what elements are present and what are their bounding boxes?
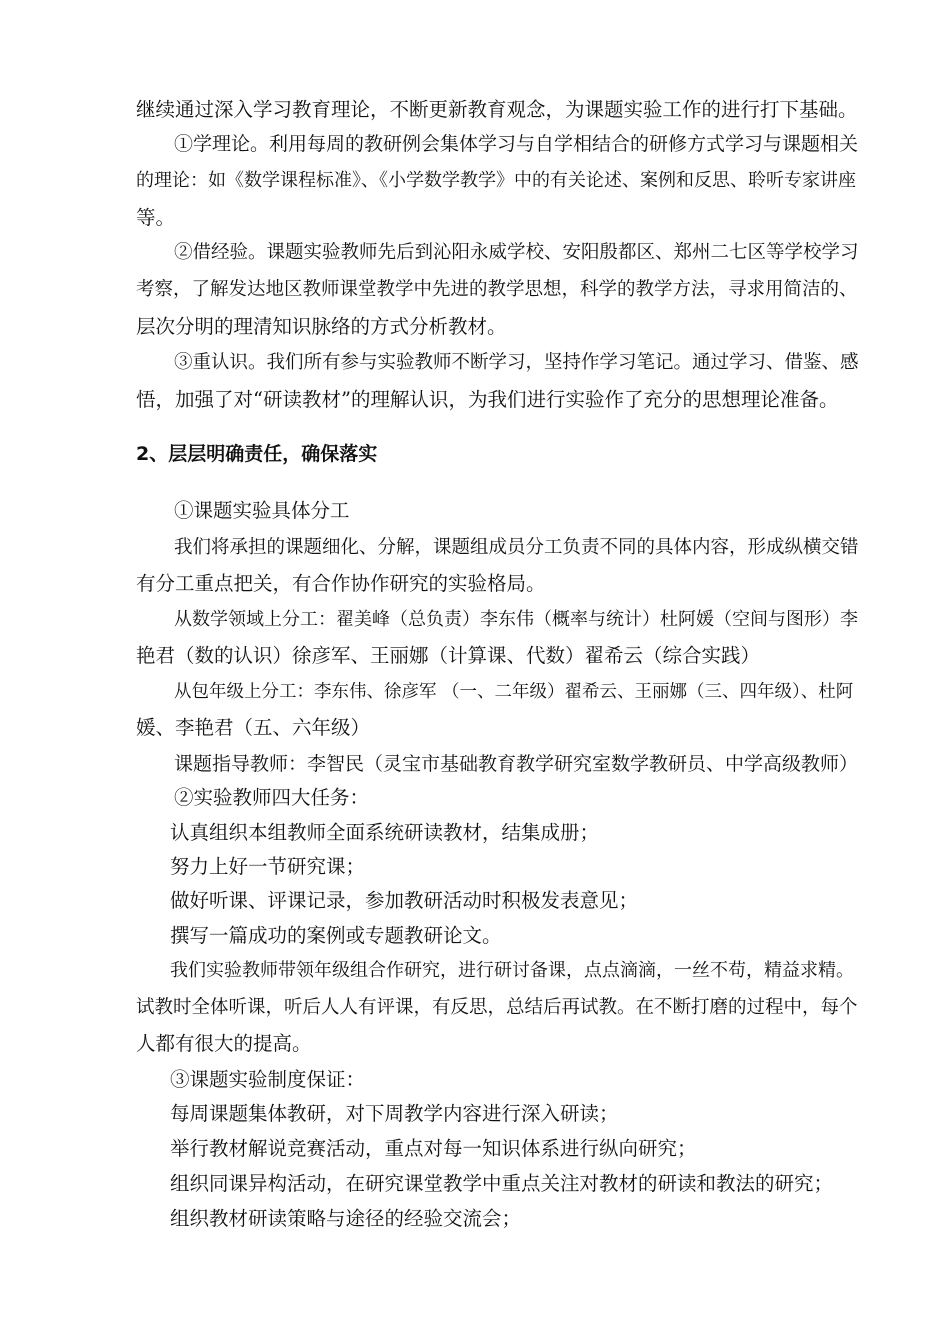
summary-line-3: 人都有很大的提高。 — [136, 1032, 312, 1055]
task-line-3: 做好听课、评课记录，参加教研活动时积极发表意见； — [170, 889, 639, 912]
system-line-4: 组织教材研读策略与途径的经验交流会； — [170, 1207, 522, 1230]
task-line-2: 努力上好一节研究课； — [170, 855, 366, 878]
summary-line-1: 我们实验教师带领年级组合作研究，进行研讨备课，点点滴滴，一丝不苟，精益求精。 — [170, 960, 854, 981]
item1-text-line-1: 我们将承担的课题细化、分解，课题组成员分工负责不同的具体内容，形成纵横交错 — [174, 537, 859, 558]
paragraph-understanding-line-2: 悟，加强了对“研读教材”的理解认识，为我们进行实验作了充分的思想理论准备。 — [136, 388, 839, 411]
item3-title: ③课题实验制度保证： — [170, 1068, 366, 1091]
domain-division-line-2: 艳君（数的认识）徐彦军、王丽娜（计算课、代数）翟希云（综合实践） — [136, 644, 761, 667]
advisor-line: 课题指导教师：李智民（灵宝市基础教育教学研究室数学教研员、中学高级教师） — [174, 753, 859, 775]
item2-title: ②实验教师四大任务： — [174, 786, 370, 809]
paragraph-understanding-line-1: ③重认识。我们所有参与实验教师不断学习，坚持作学习笔记。通过学习、借鉴、感 — [174, 352, 859, 373]
system-line-2: 举行教材解说竞赛活动，重点对每一知识体系进行纵向研究； — [170, 1137, 697, 1160]
grade-division-line-2: 媛、李艳君（五、六年级） — [136, 716, 371, 739]
domain-division-line-1: 从数学领域上分工：翟美峰（总负责）李东伟（概率与统计）杜阿媛（空间与图形）李 — [174, 609, 858, 630]
item1-title: ①课题实验具体分工 — [174, 499, 350, 522]
task-line-1: 认真组织本组教师全面系统研读教材，结集成册； — [170, 821, 600, 844]
paragraph-theory-line-1: ①学理论。利用每周的教研例会集体学习与自学相结合的研修方式学习与课题相关 — [174, 133, 859, 155]
grade-division-line-1: 从包年级上分工：李东伟、徐彦军 （一、二年级）翟希云、王丽娜（三、四年级）、杜阿 — [174, 682, 854, 702]
paragraph-theory-line-3: 等。 — [136, 206, 176, 229]
system-line-3: 组织同课异构活动，在研究课堂教学中重点关注对教材的研读和教法的研究； — [170, 1172, 834, 1195]
task-line-4: 撰写一篇成功的案例或专题教研论文。 — [170, 924, 502, 947]
paragraph-experience-line-3: 层次分明的理清知识脉络的方式分析教材。 — [136, 315, 507, 338]
paragraph-intro-line-1: 继续通过深入学习教育理论，不断更新教育观念，为课题实验工作的进行打下基础。 — [136, 98, 858, 121]
paragraph-theory-line-2: 的理论：如《数学课程标准》、《小学数学教学》中的有关论述、案例和反思、聆听专家讲座 — [136, 170, 856, 191]
paragraph-experience-line-2: 考察，了解发达地区教师课堂教学中先进的教学思想，科学的教学方法，寻求用简洁的、 — [136, 279, 858, 300]
section-heading: 2、层层明确责任，确保落实 — [136, 443, 378, 465]
system-line-1: 每周课题集体教研，对下周教学内容进行深入研读； — [170, 1102, 619, 1125]
summary-line-2: 试教时全体听课，听后人人有评课，有反思，总结后再试教。在不断打磨的过程中，每个 — [136, 997, 858, 1018]
paragraph-experience-line-1: ②借经验。课题实验教师先后到沁阳永威学校、安阳殷都区、郑州二七区等学校学习 — [174, 242, 859, 263]
item1-text-line-2: 有分工重点把关，有合作协作研究的实验格局。 — [136, 572, 546, 595]
